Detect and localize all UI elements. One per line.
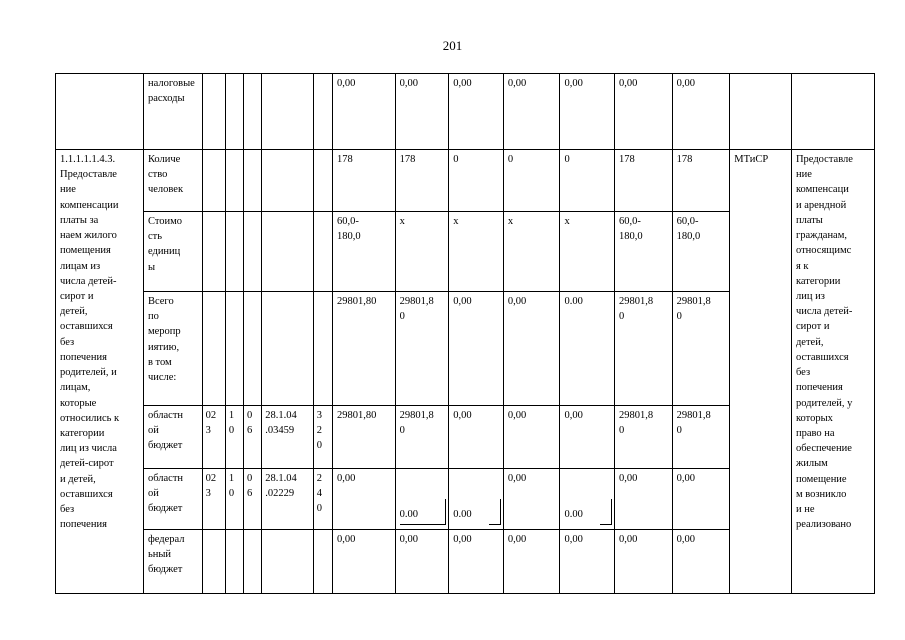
code-cell: 1 0: [225, 469, 243, 530]
value-cell: 178: [672, 150, 730, 212]
value-cell: 178: [615, 150, 673, 212]
executor-cell: [730, 74, 792, 150]
code-cell: [313, 212, 332, 292]
value-cell: 0: [560, 150, 615, 212]
value-cell: 0: [503, 150, 560, 212]
value-cell: 0,00: [449, 406, 504, 469]
value-cell: 0,00: [503, 469, 560, 530]
amount-bracket: 0.00: [453, 507, 503, 525]
code-cell: 28.1.04 .02229: [262, 469, 314, 530]
executor-cell: МТиСР: [730, 150, 792, 594]
indicator-cell: областн ой бюджет: [143, 406, 202, 469]
value-cell: 0,00: [503, 292, 560, 406]
value-cell: х: [503, 212, 560, 292]
value-cell: 60,0- 180,0: [332, 212, 395, 292]
measure-cell: [56, 74, 144, 150]
value-cell: 29801,8 0: [615, 292, 673, 406]
value-cell: 0,00: [615, 469, 673, 530]
code-cell: [244, 292, 262, 406]
value-cell: 0,00: [332, 469, 395, 530]
code-cell: 1 0: [225, 406, 243, 469]
value-cell: 0,00: [560, 74, 615, 150]
code-cell: [244, 212, 262, 292]
code-cell: [262, 292, 314, 406]
indicator-cell: федерал ьный бюджет: [143, 530, 202, 594]
code-cell: [202, 74, 225, 150]
code-cell: [262, 530, 314, 594]
value-cell: 0,00: [395, 74, 449, 150]
value-cell: х: [560, 212, 615, 292]
value-cell: [449, 469, 504, 530]
code-cell: [262, 212, 314, 292]
measure-cell: 1.1.1.1.1.4.3. Предоставле ние компенсации платы за наем жилого помещения лицам из числа детей- сирот и детей, оставшихся без попечения родителей, и лицам, которые относились к категории лиц из числа детей-сирот и детей, оставшихся без попечения: [56, 150, 144, 594]
amount-bracket: 0.00: [400, 507, 449, 525]
value-cell: х: [449, 212, 504, 292]
code-cell: [225, 74, 243, 150]
value-cell: 0,00: [449, 292, 504, 406]
value-cell: 29801,8 0: [672, 406, 730, 469]
code-cell: [244, 530, 262, 594]
value-cell: 29801,8 0: [395, 406, 449, 469]
value-cell: [560, 469, 615, 530]
value-cell: 0,00: [560, 406, 615, 469]
value-cell: 60,0- 180,0: [672, 212, 730, 292]
page-number: 201: [442, 38, 463, 53]
value-cell: 178: [332, 150, 395, 212]
value-cell: 29801,80: [332, 292, 395, 406]
value-cell: 0,00: [449, 530, 504, 594]
code-cell: [313, 530, 332, 594]
code-cell: [313, 74, 332, 150]
value-cell: [395, 469, 449, 530]
value-cell: 0,00: [560, 530, 615, 594]
code-cell: 3 2 0: [313, 406, 332, 469]
value-cell: 0,00: [503, 530, 560, 594]
value-cell: 178: [395, 150, 449, 212]
indicator-cell: Количе ство человек: [143, 150, 202, 212]
code-cell: [313, 150, 332, 212]
code-cell: [225, 212, 243, 292]
code-cell: [313, 292, 332, 406]
code-cell: 0 6: [244, 469, 262, 530]
value-cell: 29801,80: [332, 406, 395, 469]
indicator-cell: Всего по меропр иятию, в том числе:: [143, 292, 202, 406]
result-cell: Предоставле ние компенсаци и арендной платы гражданам, относящимс я к категории лиц из числа детей- сирот и детей, оставшихся без попечения родителей, у которых право на обеспечение жилым помещение м возникло и не реализовано: [791, 150, 874, 594]
value-cell: 0,00: [672, 530, 730, 594]
amount-bracket: 0.00: [564, 507, 614, 525]
code-cell: [244, 150, 262, 212]
value-cell: 0,00: [332, 530, 395, 594]
value-cell: 0,00: [672, 74, 730, 150]
table-row: [56, 74, 875, 150]
code-cell: [202, 212, 225, 292]
indicator-cell: Стоимо сть единиц ы: [143, 212, 202, 292]
code-cell: 02 3: [202, 406, 225, 469]
value-cell: 0,00: [395, 530, 449, 594]
indicator-cell: налоговые расходы: [143, 74, 202, 150]
code-cell: [202, 530, 225, 594]
value-cell: 29801,8 0: [615, 406, 673, 469]
code-cell: [244, 74, 262, 150]
code-cell: [202, 150, 225, 212]
value-cell: 0,00: [503, 406, 560, 469]
code-cell: [225, 292, 243, 406]
value-cell: 0,00: [615, 74, 673, 150]
value-cell: 29801,8 0: [395, 292, 449, 406]
code-cell: [225, 150, 243, 212]
result-cell: [791, 74, 874, 150]
value-cell: 0,00: [672, 469, 730, 530]
budget-table: [55, 73, 875, 594]
value-cell: 0,00: [449, 74, 504, 150]
table-row: [56, 150, 875, 212]
code-cell: 28.1.04 .03459: [262, 406, 314, 469]
code-cell: [262, 150, 314, 212]
code-cell: [225, 530, 243, 594]
code-cell: 2 4 0: [313, 469, 332, 530]
value-cell: 0,00: [503, 74, 560, 150]
value-cell: х: [395, 212, 449, 292]
value-cell: 60,0- 180,0: [615, 212, 673, 292]
value-cell: 0,00: [615, 530, 673, 594]
value-cell: 0.00: [560, 292, 615, 406]
code-cell: [262, 74, 314, 150]
value-cell: 0: [449, 150, 504, 212]
code-cell: [202, 292, 225, 406]
code-cell: 02 3: [202, 469, 225, 530]
value-cell: 29801,8 0: [672, 292, 730, 406]
value-cell: 0,00: [332, 74, 395, 150]
indicator-cell: областн ой бюджет: [143, 469, 202, 530]
code-cell: 0 6: [244, 406, 262, 469]
